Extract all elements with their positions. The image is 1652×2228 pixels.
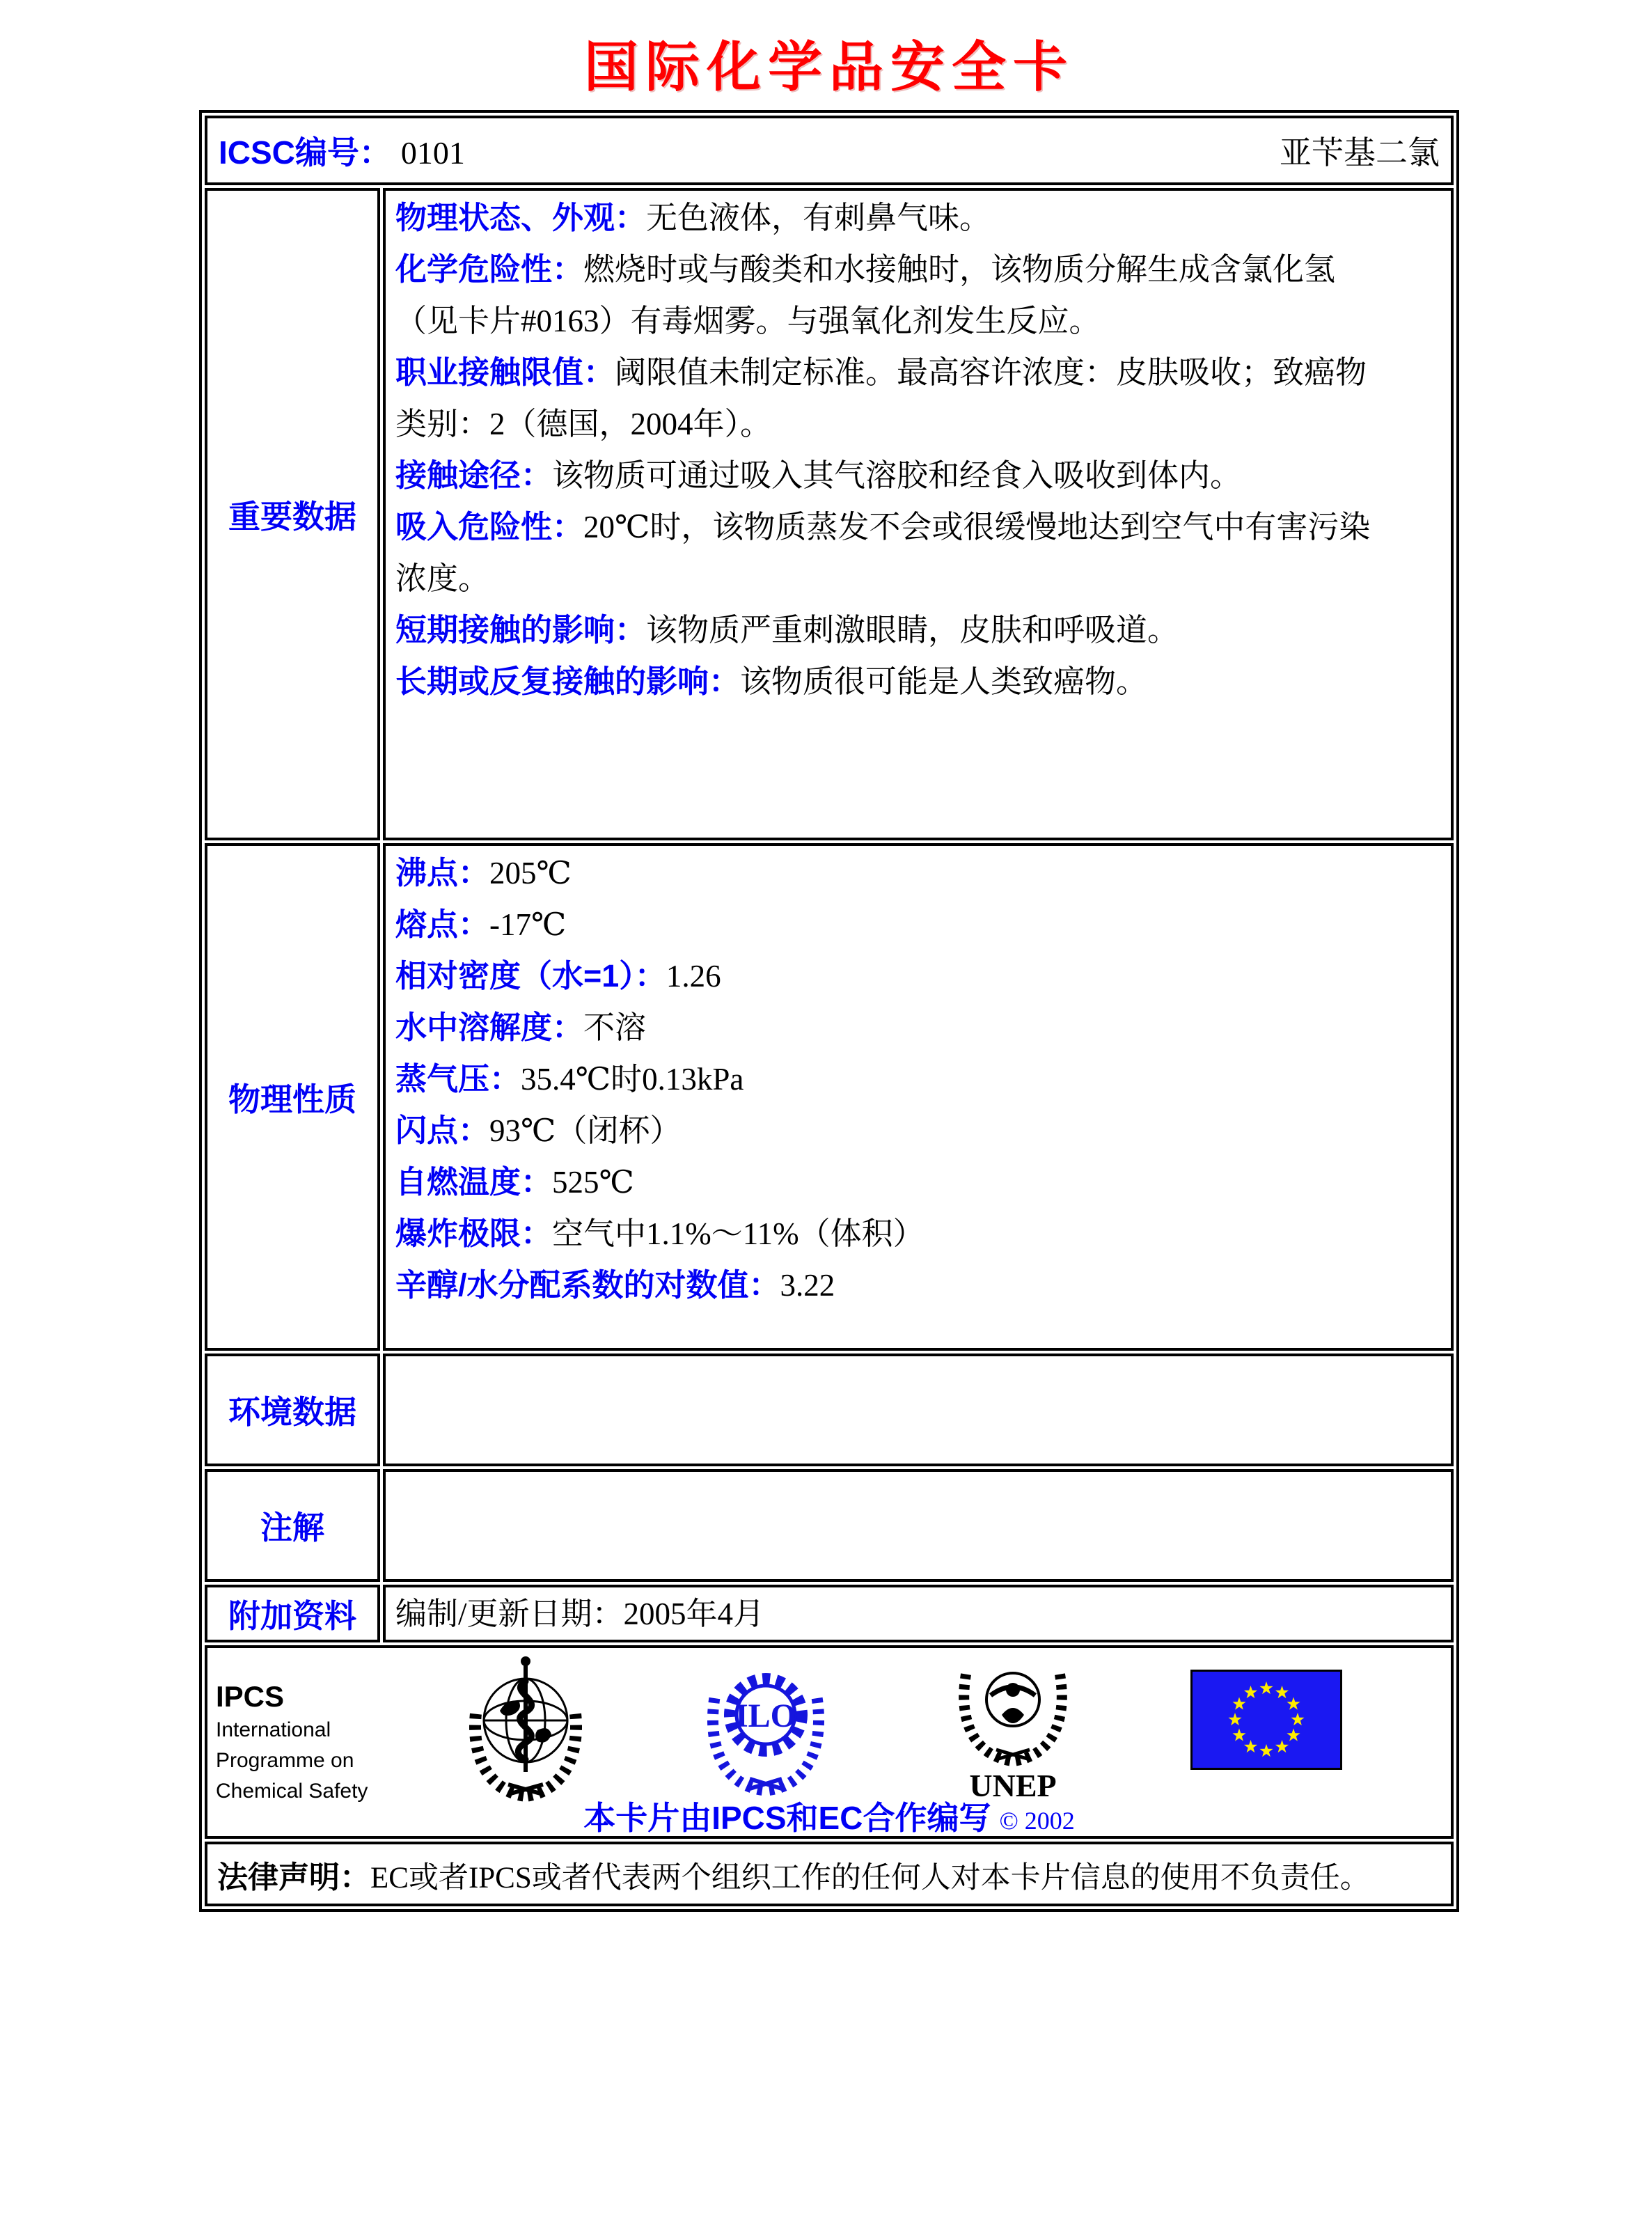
field-label: 长期或反复接触的影响： (395, 664, 741, 699)
field-label: 爆炸极限： (395, 1216, 553, 1251)
section-label-important: 重要数据 (205, 188, 380, 840)
chemical-name: 亚苄基二氯 (1280, 135, 1440, 171)
icsc-card-table (199, 110, 1459, 1912)
physical-line (395, 899, 1444, 950)
copyright-line (207, 1793, 1451, 1839)
ilo-logo-icon (700, 1656, 832, 1799)
field-label: 相对密度（水=1）： (395, 958, 666, 994)
icsc-number-value: 0101 (400, 135, 465, 171)
important-line (395, 501, 1444, 553)
important-line (395, 604, 1444, 656)
physical-properties-row (205, 843, 1454, 1351)
physical-line (395, 1260, 1444, 1311)
field-label: 辛醇/水分配系数的对数值： (395, 1267, 780, 1303)
environment-data-row (205, 1354, 1454, 1466)
environment-data-content (383, 1354, 1454, 1466)
field-label: 沸点： (395, 855, 490, 891)
legal-label: 法律声明： (217, 1860, 370, 1894)
field-value: 燃烧时或与酸类和水接触时，该物质分解生成含氯化氢 (583, 252, 1336, 287)
legal-text: EC或者IPCS或者代表两个组织工作的任何人对本卡片信息的使用不负责任。 (370, 1861, 1370, 1894)
ipcs-title: IPCS (216, 1680, 285, 1713)
field-value: 该物质很可能是人类致癌物。 (740, 664, 1148, 699)
physical-line (395, 1208, 1444, 1260)
legal-cell (205, 1842, 1454, 1906)
important-data-content (383, 188, 1454, 840)
important-line (395, 244, 1444, 295)
svg-text:ILO: ILO (734, 1697, 797, 1734)
field-value: -17℃ (489, 907, 567, 942)
important-line (395, 192, 1444, 244)
header-row (205, 116, 1454, 185)
ipcs-line: Chemical Safety (216, 1780, 368, 1803)
additional-info-row (205, 1585, 1454, 1642)
eu-flag-icon (1190, 1670, 1342, 1773)
physical-line (395, 1002, 1444, 1053)
field-label: 吸入危险性： (395, 509, 584, 544)
field-value: 1.26 (666, 959, 721, 994)
field-value: 阈限值未制定标准。最高容许浓度：皮肤吸收；致癌物 (615, 355, 1367, 390)
field-value: （见卡片#0163）有毒烟雾。与强氧化剂发生反应。 (395, 304, 1101, 338)
logos-cell (205, 1645, 1454, 1839)
field-value: 无色液体，有刺鼻气味。 (646, 201, 991, 235)
logos-row (205, 1645, 1454, 1839)
icsc-number-label: ICSC编号： (219, 134, 391, 171)
section-label-additional: 附加资料 (205, 1585, 380, 1642)
important-line (395, 450, 1444, 501)
physical-line (395, 950, 1444, 1002)
field-label: 熔点： (395, 907, 490, 942)
field-label: 蒸气压： (395, 1061, 521, 1097)
physical-line (395, 1156, 1444, 1208)
field-label: 物理状态、外观： (395, 200, 647, 235)
physical-line (395, 1105, 1444, 1156)
physical-line (395, 847, 1444, 899)
field-label: 闪点： (395, 1113, 490, 1148)
field-label: 自燃温度： (395, 1164, 553, 1200)
header-cell (205, 116, 1454, 185)
field-value: 类别：2（德国，2004年）。 (395, 407, 772, 441)
field-value: 93℃（闭杯） (489, 1113, 682, 1148)
ipcs-line: International (216, 1718, 331, 1741)
ipcs-text-block (216, 1679, 368, 1807)
notes-row (205, 1469, 1454, 1582)
unep-label: UNEP (969, 1768, 1057, 1803)
section-label-physical: 物理性质 (205, 843, 380, 1351)
copyright-year: © 2002 (999, 1807, 1075, 1835)
field-label: 接触途径： (395, 457, 553, 493)
important-data-row (205, 188, 1454, 840)
field-value: 空气中1.1%～11%（体积） (552, 1216, 925, 1251)
field-value: 该物质严重刺激眼睛，皮肤和呼吸道。 (646, 613, 1179, 648)
physical-line (395, 1053, 1444, 1105)
section-label-notes: 注解 (205, 1469, 380, 1582)
field-label: 短期接触的影响： (395, 612, 647, 648)
legal-row (205, 1842, 1454, 1906)
field-value: 3.22 (780, 1268, 835, 1303)
page-title: 国际化学品安全卡 (583, 37, 1074, 97)
important-line (395, 295, 1444, 347)
notes-content (383, 1469, 1454, 1582)
additional-info-content: 编制/更新日期：2005年4月 (383, 1585, 1454, 1642)
field-value: 20℃时，该物质蒸发不会或很缓慢地达到空气中有害污染 (583, 510, 1371, 544)
important-line (395, 347, 1444, 398)
field-value: 浓度。 (395, 561, 490, 596)
ipcs-line: Programme on (216, 1749, 354, 1772)
field-label: 职业接触限值： (395, 354, 615, 390)
field-label: 化学危险性： (395, 251, 584, 287)
field-value: 该物质可通过吸入其气溶胶和经食入吸收到体内。 (552, 458, 1242, 493)
physical-properties-content (383, 843, 1454, 1351)
field-value: 525℃ (552, 1165, 634, 1200)
field-label: 水中溶解度： (395, 1010, 584, 1045)
copyright-text: 本卡片由IPCS和EC合作编写 (583, 1800, 991, 1836)
important-line (395, 553, 1444, 604)
who-logo-icon (459, 1652, 592, 1805)
important-line (395, 398, 1444, 450)
field-value: 不溶 (583, 1010, 647, 1045)
section-label-environment: 环境数据 (205, 1354, 380, 1466)
important-line (395, 656, 1444, 707)
unep-logo-icon (950, 1649, 1076, 1810)
field-value: 35.4℃时0.13kPa (521, 1062, 744, 1097)
field-value: 205℃ (489, 856, 572, 891)
